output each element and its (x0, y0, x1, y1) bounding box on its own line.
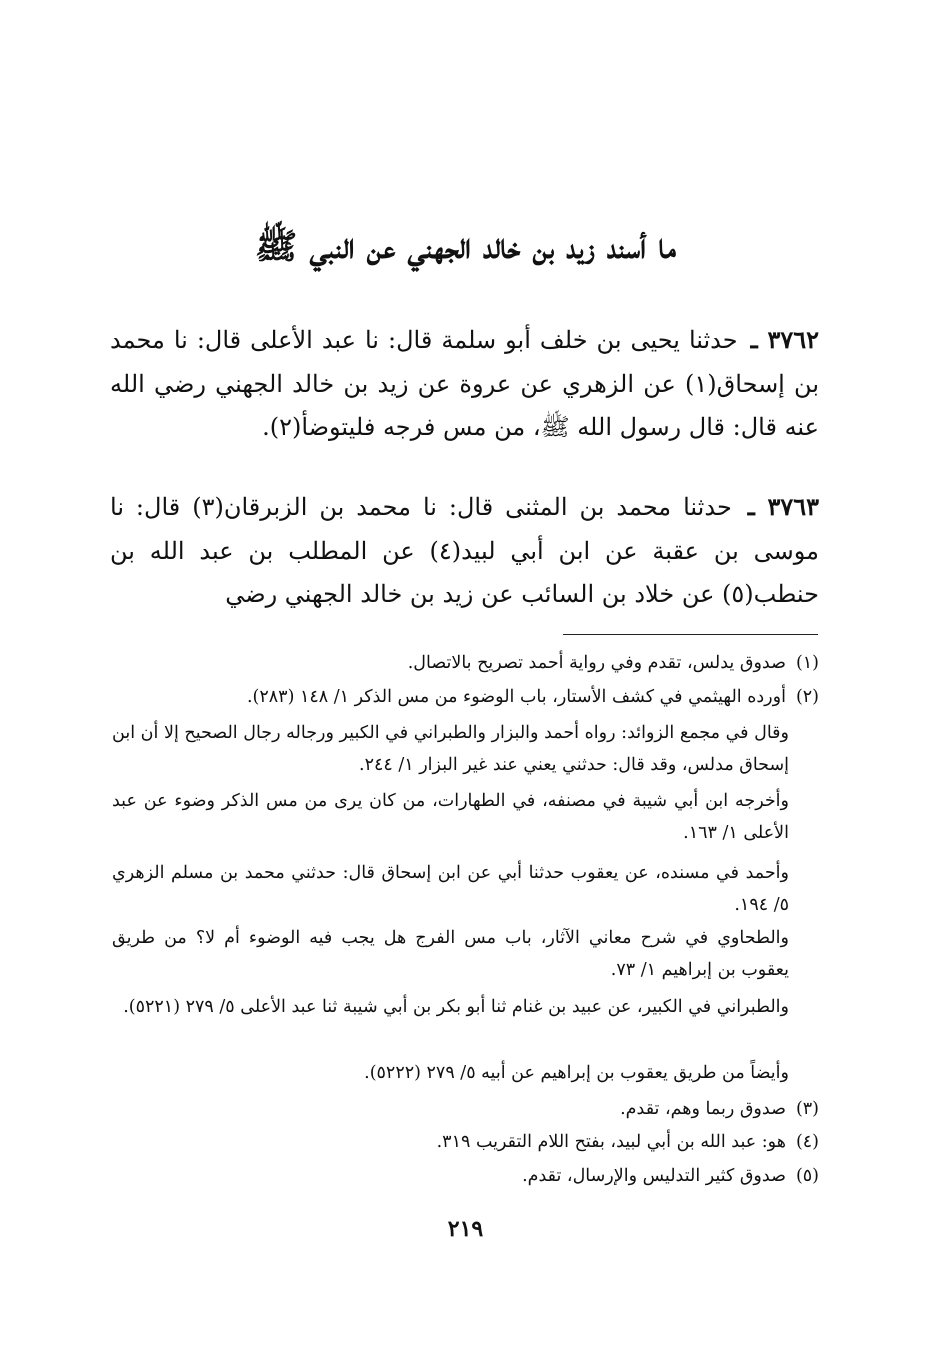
footnote-2-paragraph: وأخرجه ابن أبي شيبة في مصنفه، في الطهارات، من كان يرى من مس الذكر وضوء عن عبد الأعلى ١/ ١٦٣. (112, 791, 789, 843)
footnote-2 (112, 681, 819, 713)
chapter-title: ما أسند زيد بن خالد الجهني عن النبي ﷺ (254, 226, 676, 267)
footnote-2-paragraph: وأحمد في مسنده، عن يعقوب حدثنا أبي عن ابن إسحاق قال: حدثني محمد بن مسلم الزهري ٥/ ١٩٤. (112, 863, 789, 915)
hadith-text: حدثنا يحيى بن خلف أبو سلمة قال: نا عبد الأعلى قال: نا محمد بن إسحاق(١) عن الزهري عن عروة عن زيد بن خالد الجهني رضي الله عنه قال: قال رسول الله ﷺ، من مس فرجه فليتوضأ(٢). (110, 326, 819, 441)
footnote-text: صدوق يدلس، تقدم وفي رواية أحمد تصريح بالاتصال. (407, 653, 786, 673)
footnote-mark: (١) (795, 653, 819, 673)
page-number: ٢١٩ (447, 1216, 484, 1242)
footnote-mark: (٤) (795, 1132, 819, 1152)
footnote-4 (112, 1126, 819, 1158)
footnote-mark: (٣) (795, 1099, 819, 1119)
footnote-text: صدوق كثير التدليس والإرسال، تقدم. (522, 1166, 786, 1186)
footnote-3 (112, 1093, 819, 1125)
footnote-2-paragraph: والطحاوي في شرح معاني الآثار، باب مس الفرج هل يجب فيه الوضوء أم لا؟ من طريق يعقوب بن إبراهيم ١/ ٧٣. (112, 928, 789, 980)
footnote-mark: (٥) (795, 1166, 819, 1186)
footnote-2-paragraph: وقال في مجمع الزوائد: رواه أحمد والبزار والطبراني في الكبير ورجاله رجال الصحيح إلا أن ابن إسحاق مدلس، وقد قال: حدثني يعني عند غير البزار ١/ ٢٤٤. (112, 723, 789, 775)
hadith-number: ٣٧٦٢ ـ (750, 325, 819, 354)
hadith-3762 (110, 318, 819, 450)
footnote-divider (563, 634, 818, 635)
footnote-mark: (٢) (795, 687, 819, 707)
footnote-text: أورده الهيثمي في كشف الأستار، باب الوضوء من مس الذكر ١/ ١٤٨ (٢٨٣). (246, 687, 786, 707)
footnote-text: هو: عبد الله بن أبي لبيد، بفتح اللام التقريب ٣١٩. (436, 1132, 786, 1152)
footnote-5 (112, 1160, 819, 1192)
hadith-number: ٣٧٦٣ ـ (747, 492, 819, 521)
footnote-text: صدوق ربما وهم، تقدم. (620, 1099, 786, 1119)
footnote-1 (112, 647, 819, 679)
footnote-2-paragraph: والطبراني في الكبير، عن عبيد بن غنام ثنا أبو بكر بن أبي شيبة ثنا عبد الأعلى ٥/ ٢٧٩ (٥٢٢١). (123, 997, 789, 1017)
hadith-text: حدثنا محمد بن المثنى قال: نا محمد بن الزبرقان(٣) قال: نا موسى بن عقبة عن ابن أبي لبيد(٤) عن المطلب بن عبد الله بن حنطب(٥) عن خلاد بن السائب عن زيد بن خالد الجهني رضي (110, 493, 819, 608)
footnote-2-paragraph: وأيضاً من طريق يعقوب بن إبراهيم عن أبيه ٥/ ٢٧٩ (٥٢٢٢). (364, 1063, 789, 1083)
hadith-3763 (110, 485, 819, 617)
